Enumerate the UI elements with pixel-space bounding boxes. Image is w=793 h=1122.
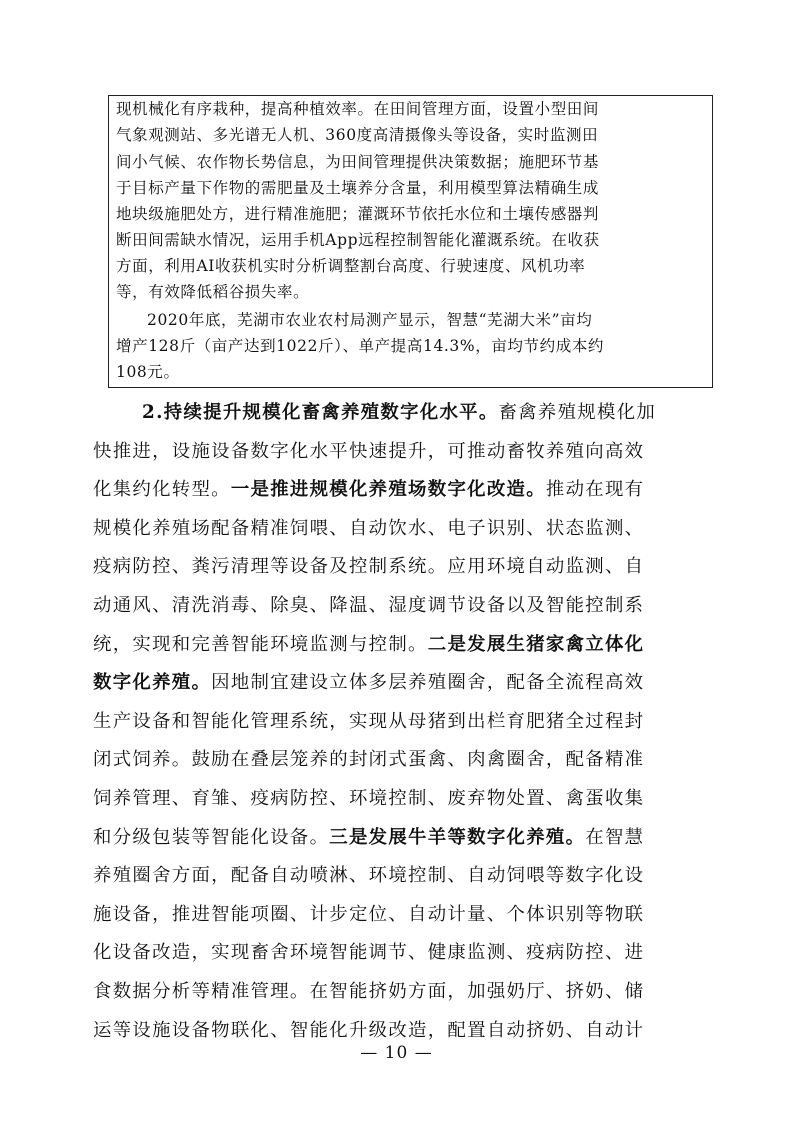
- box-line: 方面，利用AI收获机实时分析调整割台高度、行驶速度、风机功率: [116, 257, 586, 275]
- subheading-two: 二是发展生猪家禽立体化: [427, 633, 645, 655]
- paragraph-line: 施设备，推进智能项圈、计步定位、自动计量、个体识别等物联: [93, 903, 645, 925]
- case-study-box: [108, 95, 713, 388]
- section-heading: 2.持续提升规模化畜禽养殖数字化水平。: [142, 402, 499, 423]
- paragraph-line: 闭式饲养。鼓励在叠层笼养的封闭式蛋禽、肉禽圈舍，配备精准: [93, 749, 645, 771]
- box-line: 断田间需缺水情况，运用手机App远程控制智能化灌溉系统。在收获: [116, 231, 600, 249]
- box-line: 增产128斤（亩产达到1022斤）、单产提高14.3%，亩均节约成本约: [116, 337, 605, 355]
- paragraph-line: 养殖圈舍方面，配备自动喷淋、环境控制、自动饲喂等数字化设: [93, 865, 645, 887]
- body-paragraph: [93, 394, 708, 1050]
- box-line: 地块级施肥处方，进行精准施肥；灌溉环节依托水位和土壤传感器判: [116, 205, 600, 223]
- subheading-three: 三是发展牛羊等数字化养殖。: [329, 826, 586, 848]
- subheading-one: 一是推进规模化养殖场数字化改造。: [230, 479, 546, 501]
- box-line: 2020年底，芜湖市农业农村局测产显示，智慧“芜湖大米”亩均: [147, 311, 593, 329]
- box-line: 于目标产量下作物的需肥量及土壤养分含量，利用模型算法精确生成: [116, 179, 600, 197]
- paragraph-line: 快推进，设施设备数字化水平快速提升，可推动畜牧养殖向高效: [93, 440, 645, 462]
- box-line: 间小气候、农作物长势信息，为田间管理提供决策数据；施肥环节基: [116, 153, 600, 171]
- box-line: 等，有效降低稻谷损失率。: [116, 283, 310, 301]
- box-line: 108元。: [116, 363, 180, 381]
- paragraph-line: 规模化养殖场配备精准饲喂、自动饮水、电子识别、状态监测、: [93, 517, 645, 539]
- paragraph-line: 数字化养殖。因地制宜建设立体多层养殖圈舍，配备全流程高效: [93, 672, 645, 694]
- subheading-two-cont: 数字化养殖。: [93, 672, 212, 694]
- paragraph-line: 化集约化转型。一是推进规模化养殖场数字化改造。推动在现有: [93, 479, 645, 501]
- paragraph-line: 化设备改造，实现畜舍环境智能调节、健康监测、疫病防控、进: [93, 942, 645, 964]
- paragraph-line: 疫病防控、粪污清理等设备及控制系统。应用环境自动监测、自: [93, 556, 645, 578]
- paragraph-line: 和分级包装等智能化设备。三是发展牛羊等数字化养殖。在智慧: [93, 826, 645, 848]
- page-number: — 10 —: [360, 1043, 433, 1063]
- paragraph-line: 运等设施设备物联化、智能化升级改造，配置自动挤奶、自动计: [93, 1019, 645, 1041]
- paragraph-line: 生产设备和智能化管理系统，实现从母猪到出栏育肥猪全过程封: [93, 710, 645, 732]
- paragraph-line: 食数据分析等精准管理。在智能挤奶方面，加强奶厅、挤奶、储: [93, 980, 645, 1002]
- box-line: 现机械化有序栽种，提高种植效率。在田间管理方面，设置小型田间: [116, 100, 600, 118]
- paragraph-line: 统，实现和完善智能环境监测与控制。二是发展生猪家禽立体化: [93, 633, 645, 655]
- box-line: 气象观测站、多光谱无人机、360度高清摄像头等设备，实时监测田: [116, 126, 599, 144]
- paragraph-line: 动通风、清洗消毒、除臭、降温、湿度调节设备以及智能控制系: [93, 594, 645, 616]
- paragraph-line: 2.持续提升规模化畜禽养殖数字化水平。畜禽养殖规模化加: [142, 402, 657, 423]
- paragraph-line: 饲养管理、育雏、疫病防控、环境控制、废弃物处置、禽蛋收集: [93, 787, 645, 809]
